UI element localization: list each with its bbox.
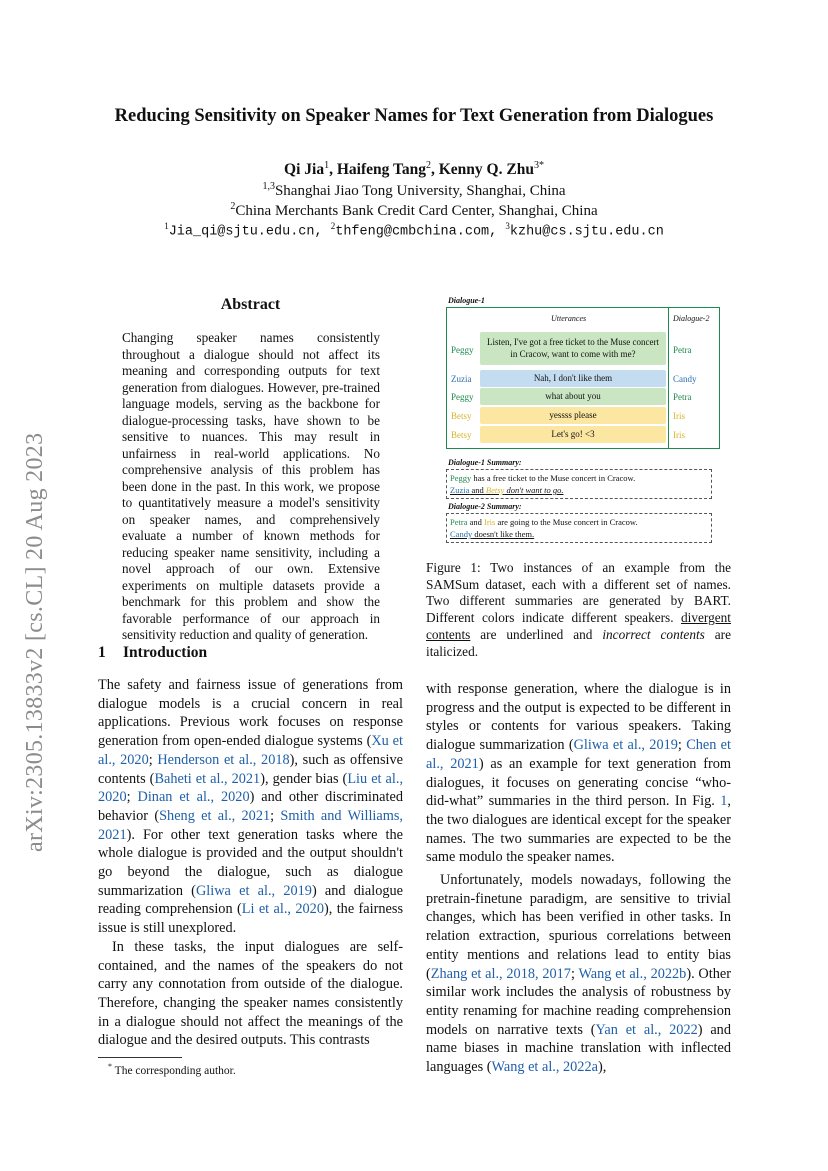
- text-run: ). For other text generation tasks where the whole dialogue is provided and the output shouldn't go beyond the dialogue, such as dialogue summarization (: [98, 826, 403, 899]
- summary-text: doesn't like them.: [472, 529, 535, 539]
- citation-link[interactable]: Baheti et al., 2021: [154, 770, 261, 787]
- figure-1: [446, 296, 736, 546]
- text-run: ). Other similar work includes the analysis of robustness by entity renaming for machine reading comprehension models on narrative texts (: [426, 965, 731, 1038]
- utterances-header: Utterances: [551, 314, 587, 323]
- email[interactable]: thfeng@cmbchina.com,: [335, 224, 498, 240]
- caption-italic: incorrect contents: [602, 626, 705, 642]
- citation-link[interactable]: Xu et al., 2020: [98, 733, 403, 768]
- citation-link[interactable]: Liu et al., 2020: [98, 770, 404, 806]
- caption-text: are italicized.: [426, 626, 732, 659]
- speaker-right: Iris: [673, 430, 685, 440]
- paper-title: Reducing Sensitivity on Speaker Names for Text Generation from Dialogues: [114, 106, 714, 126]
- speaker-right: Iris: [673, 411, 685, 421]
- text-run: ;: [270, 807, 281, 824]
- text-run: ;: [677, 737, 687, 754]
- utterance-bubble: Nah, I don't like them: [480, 370, 666, 387]
- summary-2-label: Dialogue-2 Summary:: [448, 502, 522, 511]
- text-run: with response generation, where the dialogue is in progress and the output is expected to be different in styles or contents for various speakers. Taking dialogue summarization (: [426, 681, 731, 754]
- email-list: $^1$Jia_qi@sjtu.edu.cn, $^2$thfeng@cmbchina.com, $^3$kzhu@cs.sjtu.edu.cn: [164, 221, 664, 240]
- text-run: ;: [570, 965, 579, 982]
- citation-link[interactable]: Chen et al., 2021: [426, 737, 732, 772]
- speaker-left: Zuzia: [451, 374, 472, 384]
- arxiv-id: arXiv:2305.13833v2 [cs.CL] 20 Aug 2023: [22, 432, 48, 852]
- right-column: [426, 680, 731, 1077]
- aff-text: China Merchants Bank Credit Card Center, Shanghai, China: [235, 203, 598, 219]
- summary-text: don't want to go.: [504, 485, 564, 495]
- speaker-left: Peggy: [451, 345, 474, 355]
- text-run: ) and dialogue reading comprehension (: [98, 882, 404, 918]
- speaker-left: Betsy: [451, 411, 472, 421]
- speaker-left: Betsy: [451, 430, 472, 440]
- speaker-left: Peggy: [451, 392, 474, 402]
- figure-caption: [426, 560, 731, 660]
- text-run: ),: [597, 1059, 607, 1076]
- speaker-right: Petra: [673, 345, 692, 355]
- utterance-bubble: yessss please: [480, 407, 666, 424]
- left-column: [98, 676, 403, 1050]
- figure-ref-link[interactable]: 1: [720, 793, 728, 810]
- text-run: ) and other discriminated behavior (: [98, 789, 403, 824]
- citation-link[interactable]: Li et al., 2020: [241, 901, 324, 918]
- dialogue-2-label: Dialogue-2: [673, 314, 710, 323]
- citation-link[interactable]: Wang et al., 2022b: [578, 965, 687, 982]
- summary-text: are going to the Muse concert in Cracow.: [495, 517, 638, 527]
- section-number: 1: [98, 644, 106, 661]
- citation-link[interactable]: Zhang et al., 2018, 2017: [430, 965, 571, 982]
- abstract-text: Changing speaker names consistently throughout a dialogue should not affect its meaning and corresponding outputs for text generation from dialogues. However, pre-trained language models, serving as the backbone for dialogue-processing tasks, have shown to be sensitive to nuances. This may result in unfairness in real-world applications. No comprehensive analysis of this problem has been done in the past. In this work, we propose to quantitatively measure a model's sensitivity on speaker names, and comprehensively evaluate a number of known methods for reducing speaker name sensitivity, including a novel approach of our own. Extensive experiments on multiple datasets provide a benchmark for this problem and show the favorable performance of our approach in sensitivity reduction and quality of generation.: [122, 330, 380, 642]
- speaker-right: Petra: [673, 392, 692, 402]
- citation-link[interactable]: Yan et al., 2022: [595, 1021, 698, 1038]
- utterance-bubble: what about you: [480, 388, 666, 405]
- email[interactable]: kzhu@cs.sjtu.edu.cn: [509, 224, 664, 240]
- summary-name: Iris: [484, 517, 496, 527]
- caption-underlined: divergent contents: [426, 610, 731, 642]
- text-run: , the two dialogues are identical except for the speaker names. The two summaries are expected to be the same modulo the speaker names.: [426, 793, 731, 866]
- footnote-mark: *: [108, 1062, 112, 1071]
- summary-name: Candy: [450, 529, 473, 539]
- caption-text: Figure 1: Two instances of an example from the SAMSum dataset, each with a different set of names. Two different summaries are generated by BART. Different colors indicate different speakers.: [426, 560, 731, 626]
- abstract-heading: Abstract: [220, 296, 281, 313]
- aff-text: Shanghai Jiao Tong University, Shanghai, China: [274, 183, 566, 199]
- affiliation-2: [0, 201, 828, 220]
- dialogue-1-label: Dialogue-1: [448, 296, 485, 305]
- summary-name: Betsy: [485, 485, 505, 495]
- summary-name: Peggy: [450, 473, 472, 483]
- citation-link[interactable]: Henderson et al., 2018: [157, 751, 290, 768]
- email[interactable]: Jia_qi@sjtu.edu.cn,: [168, 224, 323, 240]
- author-list: Qi Jia$^1$, Haifeng Tang$^2$, Kenny Q. Zhu$^{3*}$: [284, 160, 544, 179]
- aff-sup: 1,3: [262, 181, 275, 192]
- author-name: Haifeng Tang: [336, 161, 426, 179]
- speaker-right: Candy: [673, 374, 697, 384]
- citation-link[interactable]: Gliwa et al., 2019: [573, 737, 678, 754]
- caption-text: are underlined and: [470, 626, 603, 642]
- text-run: ), such as offensive contents (: [98, 751, 403, 787]
- author-name: Qi Jia: [284, 161, 325, 179]
- summary-text: and: [467, 517, 484, 527]
- text-run: ) and name biases in machine translation with inflected languages (: [426, 1021, 731, 1076]
- text-run: Unfortunately, models nowadays, following the pretrain-finetune paradigm, are sensitive to trivial changes, which has been verified in other tasks. In relation extraction, spurious correlations between entity mentions and relations lead to entity bias (: [426, 872, 731, 982]
- paragraph: [98, 676, 403, 938]
- summary-name: Petra: [450, 517, 468, 527]
- summary-name: Zuzia: [450, 485, 470, 495]
- text-run: ), gender bias (: [260, 770, 348, 787]
- author-name: Kenny Q. Zhu: [438, 161, 534, 179]
- summary-2-box: [446, 513, 712, 543]
- summary-text: has a free ticket to the Muse concert in Cracow.: [471, 473, 636, 483]
- summary-text: and: [469, 485, 486, 495]
- utterance-bubble: Listen, I've got a free ticket to the Muse concert in Cracow, want to come with me?: [480, 332, 666, 365]
- text-run: ) as an example for text generation from dialogues, it focuses on generating concise “who-did-what” summaries in the third person. In Fig.: [426, 755, 731, 810]
- citation-link[interactable]: Gliwa et al., 2019: [195, 882, 312, 899]
- text-run: ), the fairness issue is still unexplored.: [98, 901, 404, 937]
- citation-link[interactable]: Sheng et al., 2021: [159, 807, 271, 824]
- arxiv-sidebar: [22, 372, 62, 852]
- summary-1-label: Dialogue-1 Summary:: [448, 458, 522, 467]
- paragraph: [426, 871, 731, 1077]
- citation-link[interactable]: Dinan et al., 2020: [137, 789, 250, 806]
- footnote: [108, 1062, 236, 1077]
- summary-1-box: [446, 469, 712, 499]
- paragraph: [426, 680, 731, 867]
- section-heading: [98, 644, 207, 662]
- citation-link[interactable]: Smith and Williams, 2021: [98, 807, 403, 843]
- text-run: ;: [126, 789, 138, 806]
- text-run: The safety and fairness issue of generations from dialogue models is a crucial concern in real applications. Previous work focuses on response generation from open-ended dialogue systems (: [98, 677, 403, 750]
- affiliation-1: [0, 181, 828, 200]
- text-run: ;: [148, 751, 158, 768]
- aff-sup: 2: [230, 201, 236, 212]
- footnote-rule: [98, 1057, 182, 1058]
- citation-link[interactable]: Wang et al., 2022a: [491, 1059, 598, 1076]
- paragraph: In these tasks, the input dialogues are self-contained, and the names of the speakers do not carry any connotation from outside of the dialogue. Therefore, changing the speaker names consistently in a dialogue should not affect the meanings of the dialogue and the desired outputs. This contrasts: [98, 938, 403, 1049]
- footnote-text: The corresponding author.: [112, 1064, 236, 1077]
- utterance-bubble: Let's go! <3: [480, 426, 666, 443]
- section-title: Introduction: [123, 644, 208, 661]
